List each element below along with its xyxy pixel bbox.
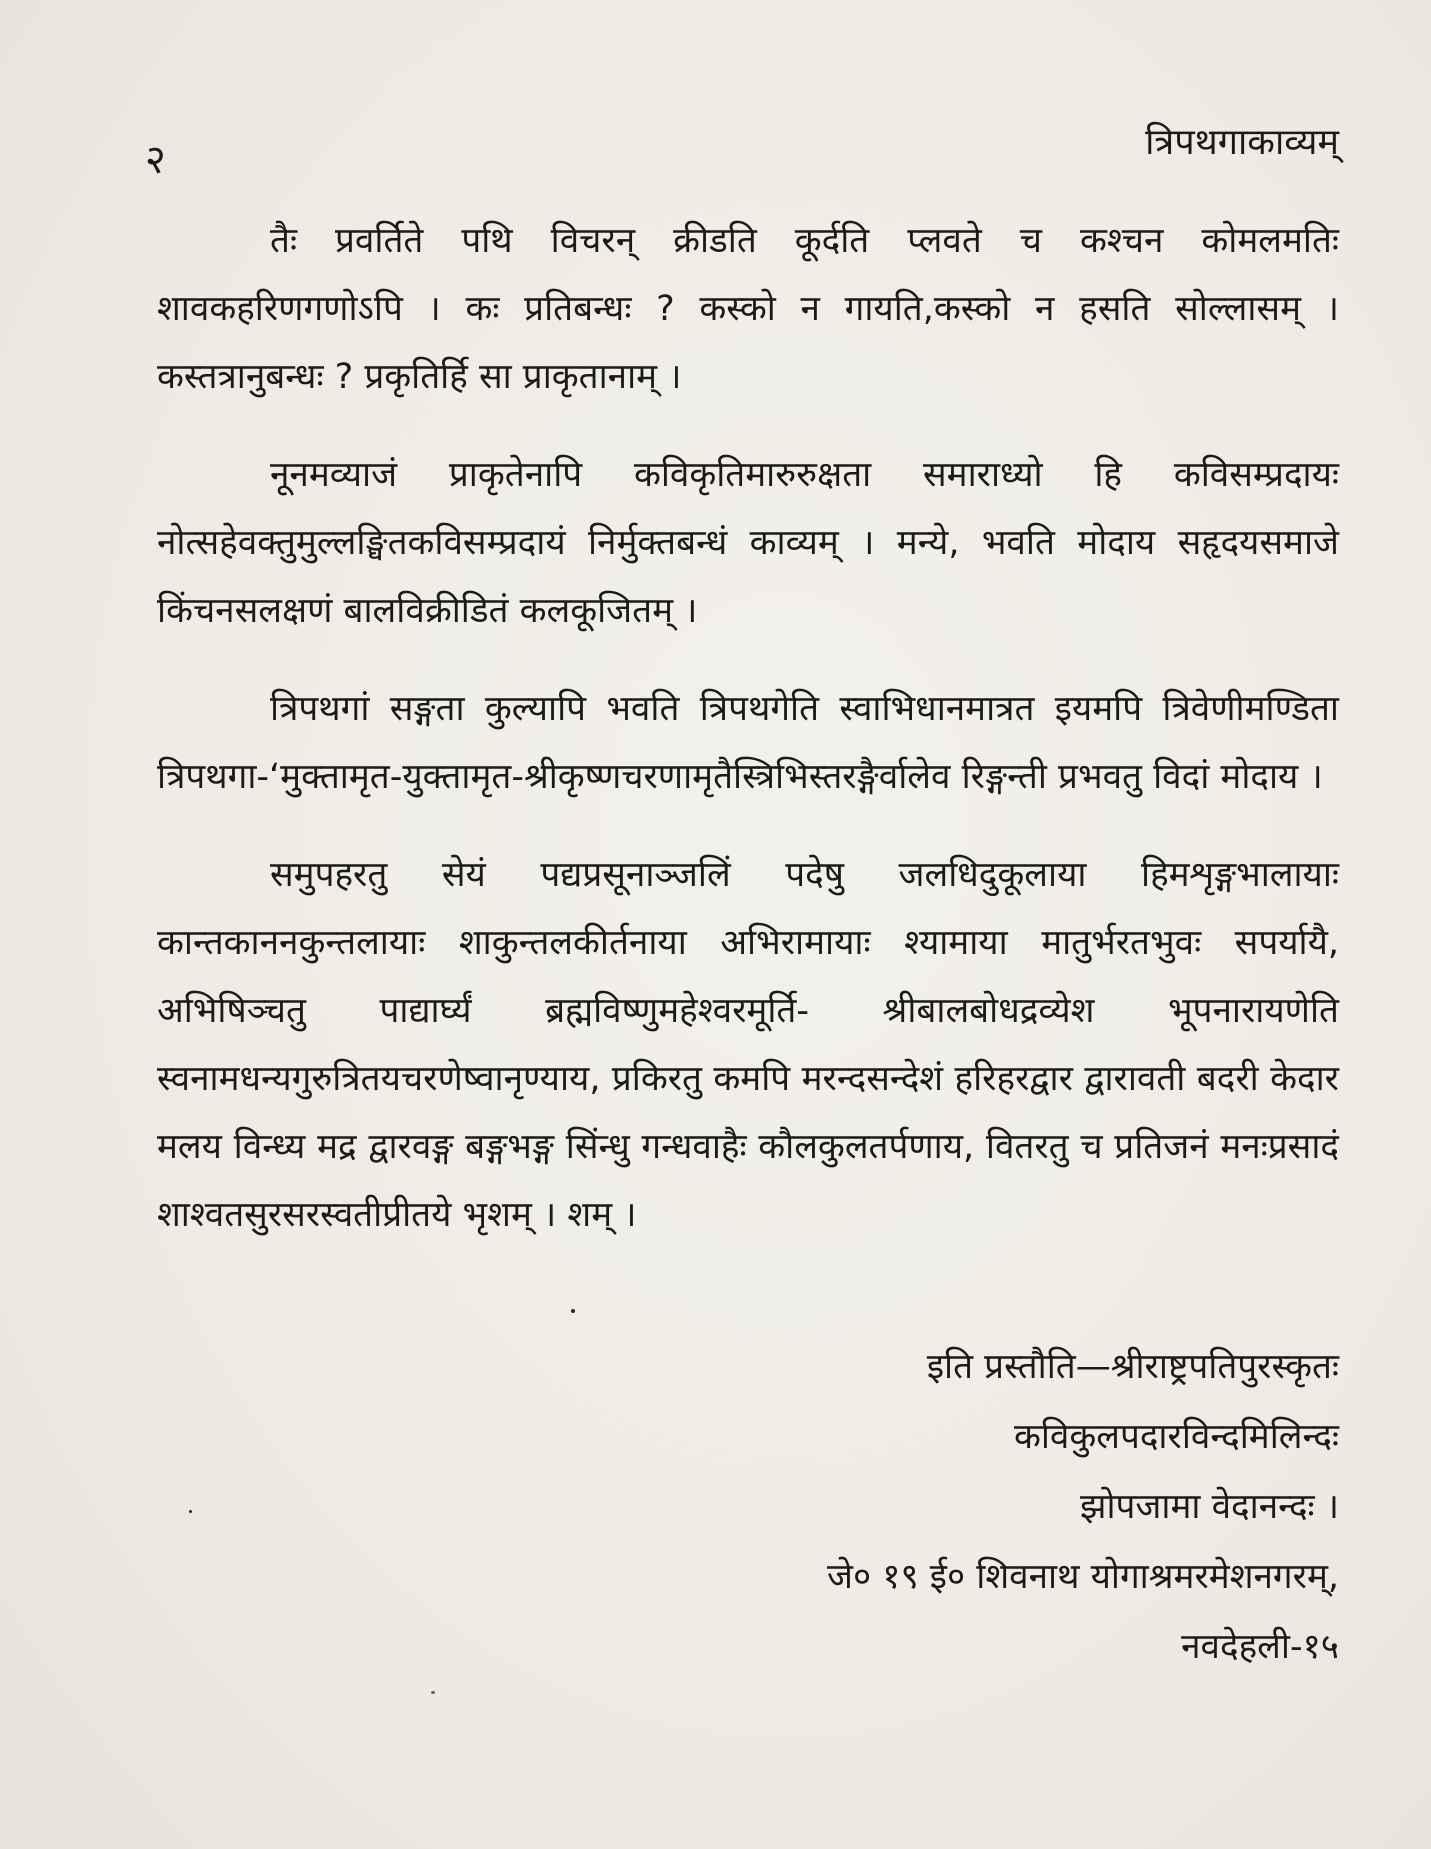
paragraph-3: त्रिपथगां सङ्गता कुल्यापि भवति त्रिपथगेति स्वाभिधानमात्रत इयमपि त्रिवेणीमण्डिता त्रिपथगा-‘मुक्तामृत-युक्तामृत-श्रीकृष्णचरणामृतैस्त्रिभिस्तरङ्गैर्वालेव रिङ्गन्ती प्रभवतु विदां मोदाय । [157,689,1339,797]
signature-line-2: कविकुलपदारविन्दमिलिन्दः [1013,1417,1339,1457]
paragraph-2: नूनमव्याजं प्राकृतेनापि कविकृतिमारुरुक्षता समाराध्यो हि कविसम्प्रदायः नोत्सहेवक्तुमुल्लङ्घितकविसम्प्रदायं निर्मुक्तबन्धं काव्यम् । मन्ये, भवति मोदाय सहृदयसमाजे किंचनसलक्षणं बालविक्रीडितं कलकूजितम् । [157,455,1339,631]
paper-speck [431,1691,435,1694]
signature-line-3: झोपजामा वेदानन्दः । [1080,1487,1339,1527]
paragraph-1: तैः प्रवर्तिते पथि विचरन् क्रीडति कूर्दति प्लवते च कश्चन कोमलमतिः शावकहरिणगणोऽपि । कः प्रतिबन्धः ? कस्को न गायति,कस्को न हसति सोल्लासम् । कस्तत्रानुबन्धः ? प्रकृतिर्हि सा प्राकृतानाम् । [157,221,1339,397]
paper-speck [571,1309,575,1313]
paper-speck [189,1510,192,1513]
signature-block [827,1332,1339,1682]
signature-line-1: इति प्रस्तौति—श्रीराष्ट्रपतिपुरस्कृतः [926,1347,1339,1387]
page-number: २ [145,137,166,183]
body-text [157,207,1339,1279]
signature-line-5: नवदेहली-१५ [1181,1627,1339,1667]
paragraph-4: समुपहरतु सेयं पद्यप्रसूनाञ्जलिं पदेषु जलधिदुकूलाया हिमशृङ्गभालायाः कान्तकाननकुन्तलायाः शाकुन्तलकीर्तनाया अभिरामायाः श्यामाया मातुर्भरतभुवः सपर्यायै, अभिषिञ्चतु पाद्यार्घ्यं ब्रह्मविष्णुमहेश्वरमूर्ति- श्रीबालबोधद्रव्येश भूपनारायणेति स्वनामधन्यगुरुत्रितयचरणेष्वानृण्याय, प्रकिरतु कमपि मरन्दसन्देशं हरिहरद्वार द्वारावती बदरी केदार मलय विन्ध्य मद्र द्वारवङ्ग बङ्गभङ्ग सिंन्धु गन्धवाहैः कौलकुलतर्पणाय, वितरतु च प्रतिजनं मनःप्रसादं शाश्वतसुरसरस्वतीप्रीतये भृशम् । शम् । [157,855,1339,1235]
running-title: त्रिपथगाकाव्यम् [1145,122,1339,163]
signature-line-4: जे० १९ ई० शिवनाथ योगाश्रमरमेशनगरम्, [826,1557,1339,1597]
